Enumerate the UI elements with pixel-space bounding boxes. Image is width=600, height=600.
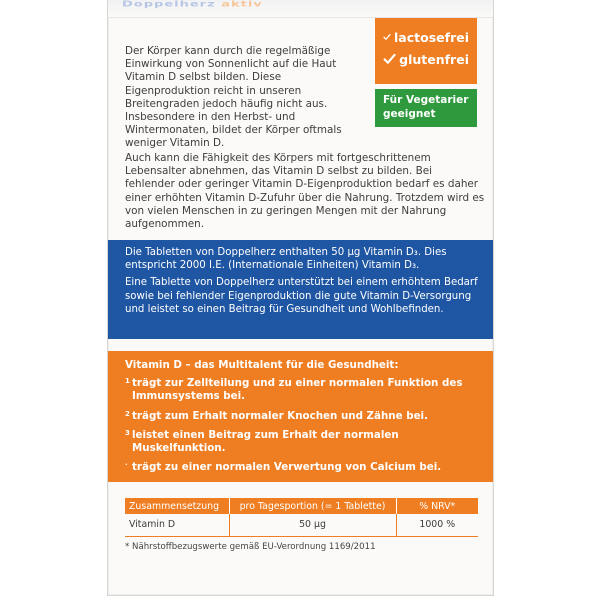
intro-text: Der Körper kann durch die regelmäßige Einwirkung von Sonnenlicht auf die Haut Vitamin D selbst bilden. Diese Eigenproduktion reicht in unseren Breitengraden jedoch häufig nicht aus. Insbesondere in den Herbst- und Wintermonaten, bildet der Körper oftmals weniger Vitamin D. <box>125 45 342 150</box>
benefits-box <box>108 351 493 482</box>
benefit-item <box>125 410 481 423</box>
table-header-cell: Zusammensetzung <box>125 498 229 514</box>
benefit-item <box>125 377 481 403</box>
table-header-cell: % NRV* <box>396 498 478 514</box>
table-cell: 50 µg <box>229 514 396 536</box>
table-cell: Vitamin D <box>125 514 229 536</box>
benefit-text: trägt zum Erhalt normaler Knochen und Zähne bei. <box>132 409 429 422</box>
table-header-cell: pro Tagesportion (= 1 Tablette) <box>229 498 396 514</box>
nutrition-table <box>125 498 478 537</box>
benefit-marker: · <box>125 461 128 470</box>
intro-text-2: Auch kann die Fähigkeit des Körpers mit fortgeschrittenem Lebensalter abnehmen, das Vitamin D selbst zu bilden. Bei fehlender oder geringer Vitamin D-Eigenproduktion bedarf es daher einer erhöhten Vitamin D-Zufuhr über die Nahrung. Trotzdem wird es von vielen Menschen in zu geringen Mengen mit der Nahrung aufgenommen. <box>125 152 485 231</box>
lactose-free-row <box>383 26 469 48</box>
benefit-summary-text: Eine Tablette von Doppelherz unterstützt bei einem erhöhtem Bedarf sowie bei fehlender Eigenproduktion die gute Vitamin D-Versorgung und leistet so einen Beitrag für Gesundheit und Wohlbefinden. <box>125 277 478 315</box>
gluten-free-row <box>383 48 469 70</box>
benefit-item <box>125 429 481 455</box>
benefit-marker: 2 <box>125 409 130 418</box>
benefit-item <box>125 461 481 474</box>
benefit-marker: 3 <box>125 428 130 437</box>
table-cell: 1000 % <box>396 514 478 536</box>
benefit-text: leistet einen Beitrag zum Erhalt der normalen Muskelfunktion. <box>132 428 399 455</box>
lactose-free-label: lactosefrei <box>394 29 469 45</box>
benefit-text: trägt zu einer normalen Verwertung von Calcium bei. <box>132 461 442 474</box>
footnote: * Nährstoffbezugswerte gemäß EU-Verordnung 1169/2011 <box>125 542 376 552</box>
checkmark-icon <box>383 51 396 67</box>
brand-logo-partial: Doppelherz aktiv <box>122 0 263 9</box>
package-top-edge <box>108 0 493 18</box>
table-row <box>125 514 478 536</box>
benefit-text: trägt zur Zellteilung und zu einer normalen Funktion des Immunsystems bei. <box>132 377 463 403</box>
vegetarian-badge: Für Vegetarier geeignet <box>375 89 477 127</box>
dosage-info-box <box>108 240 493 339</box>
package-back <box>107 0 494 596</box>
allergen-badge <box>375 18 477 84</box>
benefits-heading: Vitamin D – das Multitalent für die Gesundheit: <box>125 359 399 371</box>
table-header-row <box>125 498 478 514</box>
benefit-marker: 1 <box>125 377 130 386</box>
checkmark-icon <box>383 29 391 45</box>
dosage-text: Die Tabletten von Doppelherz enthalten 50 µg Vitamin D₃. Dies entspricht 2000 I.E. (Internationale Einheiten) Vitamin D₃. <box>125 247 447 272</box>
gluten-free-label: glutenfrei <box>399 51 469 67</box>
